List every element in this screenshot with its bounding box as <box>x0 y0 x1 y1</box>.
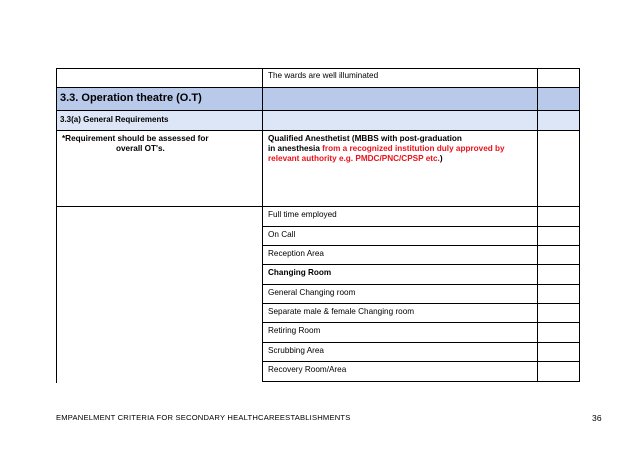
anesthetist-line2-highlight: from a recognized institution duly approved by <box>322 144 505 153</box>
item-separate-changing-room: Separate male & female Changing room <box>268 307 415 316</box>
wards-illuminated-text: The wards are well illuminated <box>268 71 379 80</box>
item-recovery-room: Recovery Room/Area <box>268 365 347 374</box>
anesthetist-line3-highlight: relevant authority e.g. PMDC/PNC/CPSP etc. <box>268 154 440 163</box>
footer-title: EMPANELMENT CRITERIA FOR SECONDARY HEALTHCAREESTABLISHMENTS <box>56 413 351 422</box>
section-heading: 3.3. Operation theatre (O.T) <box>60 92 202 104</box>
item-full-time-employed: Full time employed <box>268 210 337 219</box>
item-scrubbing-area: Scrubbing Area <box>268 346 324 355</box>
page-number: 36 <box>592 413 602 423</box>
anesthetist-line3-close: ) <box>439 154 443 163</box>
anesthetist-line2-text: in anesthesia <box>268 144 323 153</box>
anesthetist-requirement-line2 <box>268 144 536 154</box>
assessment-note-line2: overall OT's. <box>116 144 165 153</box>
item-changing-room: Changing Room <box>268 268 332 277</box>
item-reception-area: Reception Area <box>268 249 324 258</box>
assessment-note-line1: *Requirement should be assessed for <box>62 134 209 143</box>
item-on-call: On Call <box>268 230 296 239</box>
subsection-heading: 3.3(a) General Requirements <box>60 115 169 124</box>
anesthetist-requirement-line3 <box>268 154 443 164</box>
item-retiring-room: Retiring Room <box>268 326 321 335</box>
item-general-changing-room: General Changing room <box>268 288 356 297</box>
anesthetist-requirement-line1: Qualified Anesthetist (MBBS with post-graduation <box>268 134 462 143</box>
